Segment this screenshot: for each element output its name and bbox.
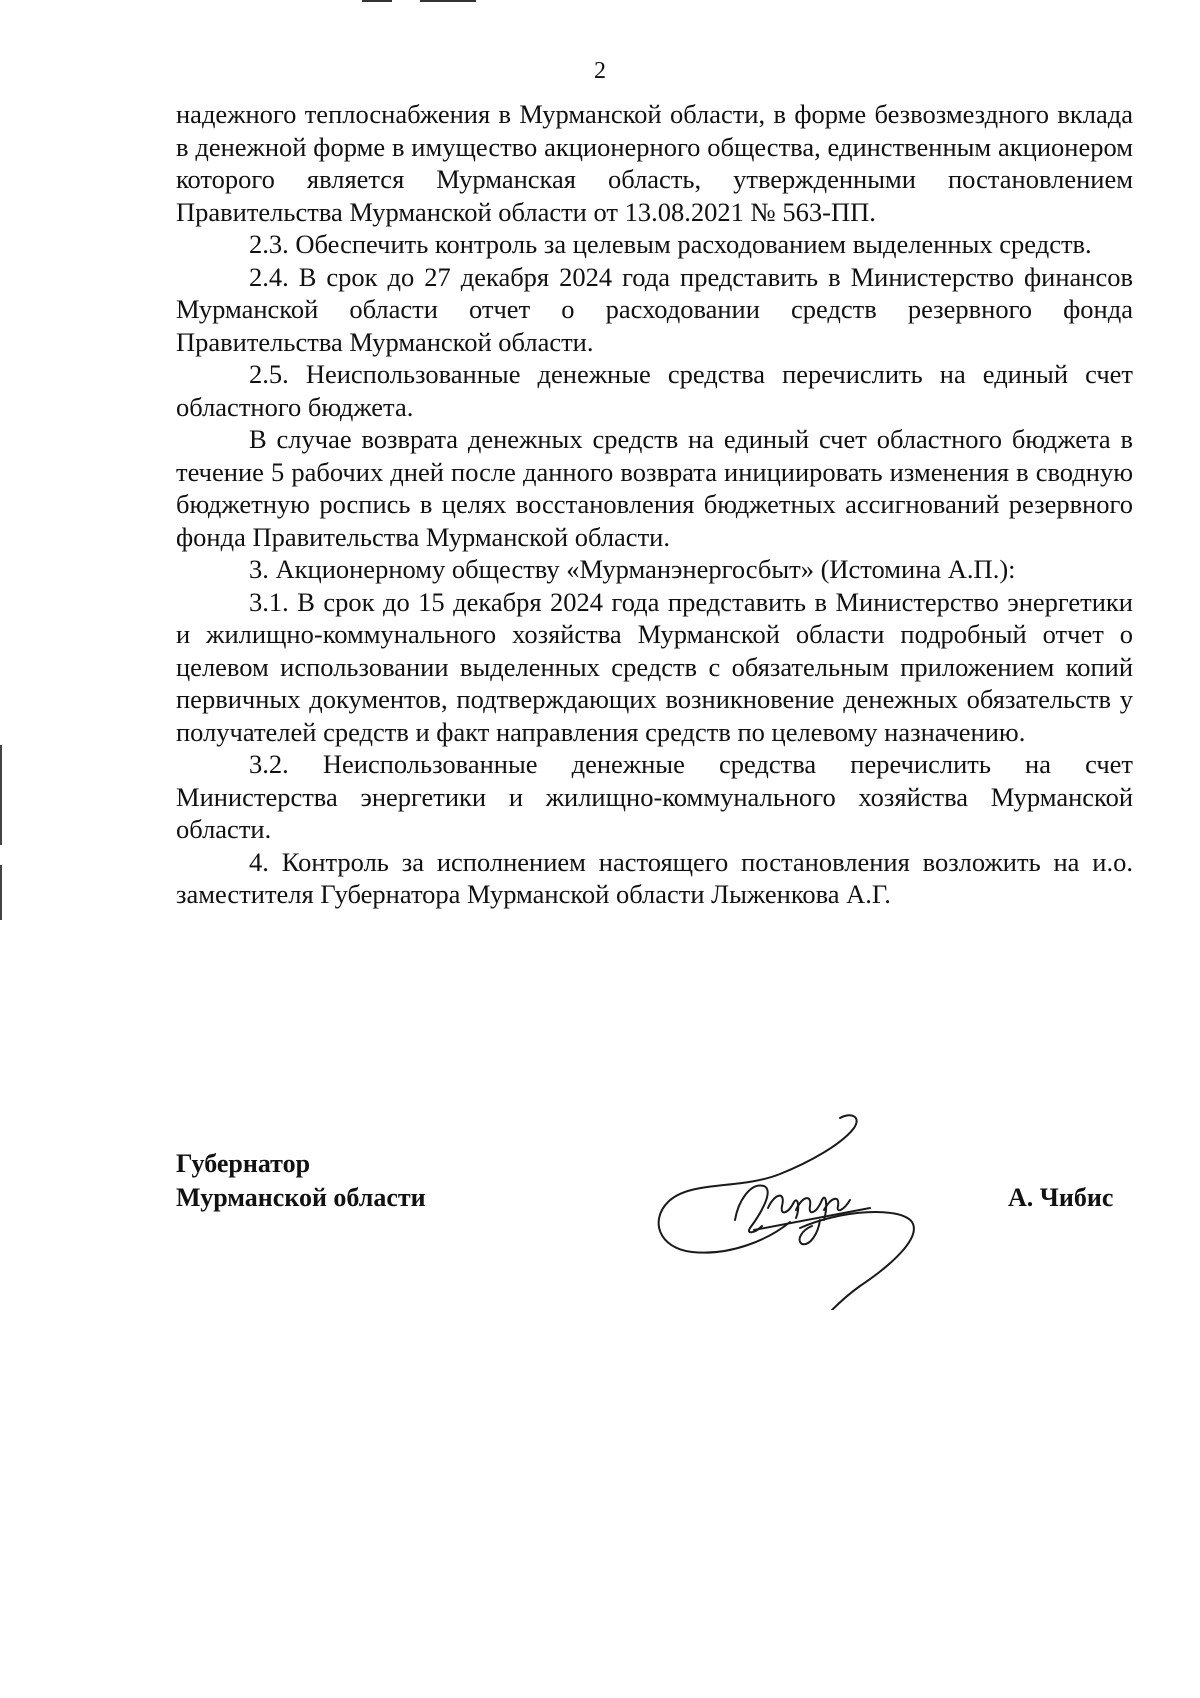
- paragraph: 2.3. Обеспечить контроль за целевым расходованием выделенных средств.: [249, 229, 1092, 259]
- paragraph: 3.2. Неиспользованные денежные средства перечислить на счет Министерства энергетики и жилищно-коммунального хозяйства Мурманской области.: [176, 749, 1133, 844]
- scan-top-mark: [420, 0, 476, 2]
- scan-top-mark: [362, 0, 392, 2]
- paragraph: 3. Акционерному обществу «Мурманэнергосбыт» (Истомина А.П.):: [249, 554, 1016, 584]
- paragraph: надежного теплоснабжения в Мурманской области, в форме безвозмездного вклада в денежной форме в имущество акционерного общества, единственным акционером которого является Мурманская область, утвержденными постановлением Правительства Мурманской области от 13.08.2021 № 563-ПП.: [176, 99, 1133, 227]
- handwritten-signature: [650, 1110, 930, 1310]
- signatory-title-line: Губернатор: [176, 1149, 311, 1178]
- paragraph: В случае возврата денежных средств на единый счет областного бюджета в течение 5 рабочих дней после данного возврата инициировать изменения в сводную бюджетную роспись в целях восстановления бюджетных ассигнований резервного фонда Правительства Мурманской области.: [176, 424, 1133, 552]
- paragraph: 4. Контроль за исполнением настоящего постановления возложить на и.о. заместителя Губернатора Мурманской области Лыженкова А.Г.: [176, 846, 1133, 909]
- body-text: [176, 98, 1133, 911]
- signatory-title: [176, 1147, 426, 1215]
- scan-edge-mark: [0, 865, 2, 920]
- signatory-title-line: Мурманской области: [176, 1183, 426, 1212]
- paragraph: 2.4. В срок до 27 декабря 2024 года представить в Министерство финансов Мурманской области отчет о расходовании средств резервного фонда Правительства Мурманской области.: [176, 261, 1133, 357]
- scan-edge-mark: [0, 745, 2, 845]
- page-number: 2: [594, 58, 606, 84]
- paragraph: 3.1. В срок до 15 декабря 2024 года представить в Министерство энергетики и жилищно-коммунального хозяйства Мурманской области подробный отчет о целевом использовании выделенных средств с обязательным приложением копий первичных документов, подтверждающих возникновение денежных обязательств у получателей средств и факт направления средств по целевому назначению.: [176, 586, 1133, 747]
- paragraph: 2.5. Неиспользованные денежные средства перечислить на единый счет областного бюджета.: [176, 359, 1133, 422]
- signatory-name: А. Чибис: [1008, 1183, 1114, 1212]
